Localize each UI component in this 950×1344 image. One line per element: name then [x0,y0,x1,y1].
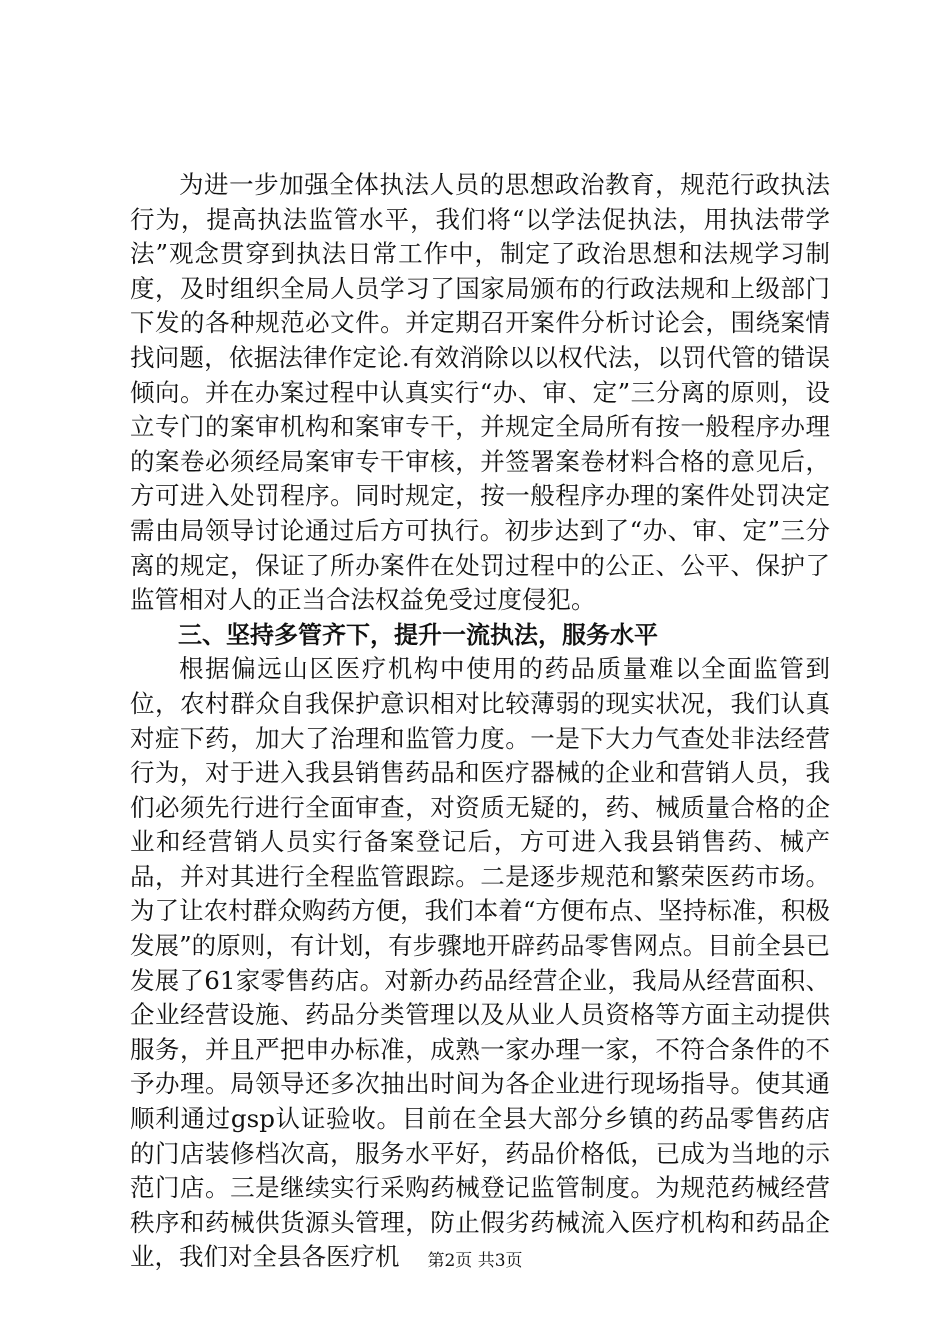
section-paragraph: 根据偏远山区医疗机构中使用的药品质量难以全面监管到位，农村群众自我保护意识相对比较薄弱的现实状况，我们认真对症下药，加大了治理和监管力度。一是下大力气查处非法经营行为，对于进入我县销售药品和医疗器械的企业和营销人员，我们必须先行进行全面审查，对资质无疑的，药、械质量合格的企业和经营销人员实行备案登记后，方可进入我县销售药、械产品，并对其进行全程监管跟踪。二是逐步规范和繁荣医药市场。为了让农村群众购药方便，我们本着“方便布点、坚持标准，积极发展”的原则，有计划，有步骤地开辟药品零售网点。目前全县已发展了61家零售药店。对新办药品经营企业，我局从经营面积、企业经营设施、药品分类管理以及从业人员资格等方面主动提供服务，并且严把申办标准，成熟一家办理一家，不符合条件的不予办理。局领导还多次抽出时间为各企业进行现场指导。使其通顺利通过gsp认证验收。目前在全县大部分乡镇的药品零售药店的门店装修档次高，服务水平好，药品价格低，已成为当地的示范门店。三是继续实行采购药械登记监管制度。为规范药械经营秩序和药械供货源头管理，防止假劣药械流入医疗机构和药品企业，我们对全县各医疗机 [130,654,830,1272]
body-paragraph: 为进一步加强全体执法人员的思想政治教育，规范行政执法行为，提高执法监管水平，我们将“以学法促执法，用执法带学法”观念贯穿到执法日常工作中，制定了政治思想和法规学习制度，及时组织全局人员学习了国家局颁布的行政法规和上级部门下发的各种规范必文件。并定期召开案件分析讨论会，围绕案情找问题，依据法律作定论.有效消除以以权代法，以罚代管的错误倾向。并在办案过程中认真实行“办、审、定”三分离的原则，设立专门的案审机构和案审专干，并规定全局所有按一般程序办理的案卷必须经局案审专干审核，并签署案卷材料合格的意见后，方可进入处罚程序。同时规定，按一般程序办理的案件处罚决定需由局领导讨论通过后方可执行。初步达到了“办、审、定”三分离的规定，保证了所办案件在处罚过程中的公正、公平、保护了监管相对人的正当合法权益免受过度侵犯。 [130,170,830,615]
page-footer: 第2页 共3页 [427,1251,523,1271]
document-body [130,168,830,1275]
section-heading: 三、坚持多管齐下，提升一流执法，服务水平 [178,620,658,649]
